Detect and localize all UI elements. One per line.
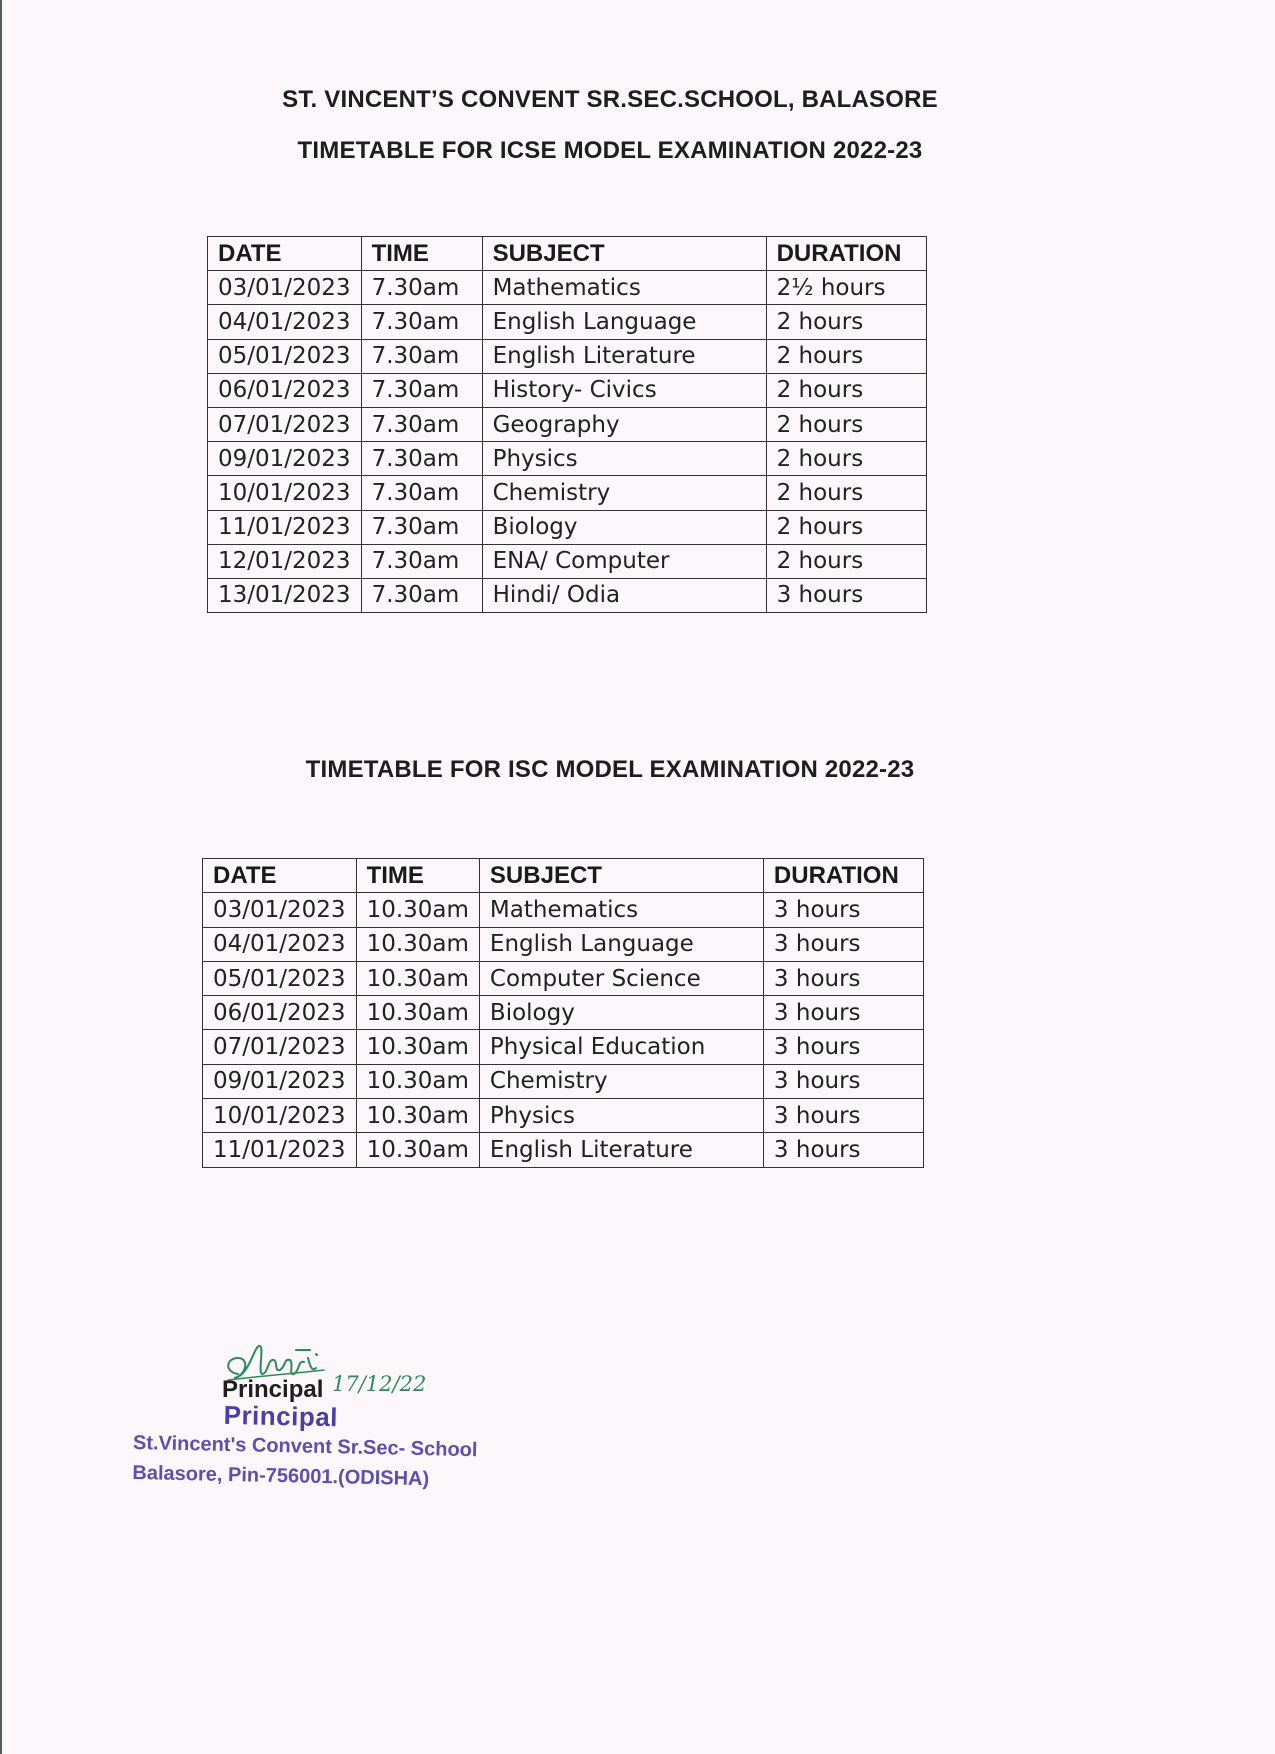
table-row — [203, 1064, 924, 1098]
table-row — [208, 373, 927, 407]
cell-duration: 3 hours — [763, 893, 923, 927]
cell-subject: Geography — [482, 407, 766, 441]
cell-duration: 3 hours — [763, 1099, 923, 1133]
cell-time: 7.30am — [361, 373, 482, 407]
cell-duration: 2 hours — [766, 544, 926, 578]
cell-duration: 3 hours — [763, 1133, 923, 1167]
cell-subject: Biology — [482, 510, 766, 544]
cell-subject: English Language — [479, 927, 763, 961]
cell-subject: English Literature — [479, 1133, 763, 1167]
cell-date: 05/01/2023 — [208, 339, 362, 373]
icse-title: TIMETABLE FOR ICSE MODEL EXAMINATION 2022-23 — [297, 137, 923, 164]
table-header-row — [203, 859, 924, 893]
table-row — [203, 1133, 924, 1167]
cell-date: 11/01/2023 — [203, 1133, 357, 1167]
table-row — [208, 578, 927, 612]
cell-time: 10.30am — [356, 996, 479, 1030]
cell-duration: 2 hours — [766, 305, 926, 339]
stamp-address-line: Balasore, Pin-756001.(ODISHA) — [132, 1461, 430, 1491]
cell-date: 04/01/2023 — [208, 305, 362, 339]
cell-duration: 2 hours — [766, 442, 926, 476]
table-row — [203, 961, 924, 995]
header-subject: SUBJECT — [482, 237, 766, 271]
cell-time: 7.30am — [361, 578, 482, 612]
cell-duration: 3 hours — [766, 578, 926, 612]
cell-subject: Mathematics — [479, 893, 763, 927]
cell-duration: 2 hours — [766, 373, 926, 407]
table-row — [208, 271, 927, 305]
header-duration: DURATION — [763, 859, 923, 893]
principal-stamp — [132, 1398, 478, 1495]
cell-time: 7.30am — [361, 271, 482, 305]
signature-date: 17/12/22 — [332, 1372, 427, 1396]
cell-date: 09/01/2023 — [208, 442, 362, 476]
icse-table-body — [208, 271, 927, 613]
cell-subject: Physics — [479, 1099, 763, 1133]
cell-time: 10.30am — [356, 961, 479, 995]
cell-duration: 3 hours — [763, 961, 923, 995]
table-row — [208, 407, 927, 441]
cell-duration: 2 hours — [766, 510, 926, 544]
cell-subject: Hindi/ Odia — [482, 578, 766, 612]
table-row — [208, 339, 927, 373]
cell-time: 10.30am — [356, 893, 479, 927]
table-row — [208, 476, 927, 510]
table-row — [203, 893, 924, 927]
scan-edge — [0, 0, 2, 1754]
cell-subject: English Literature — [482, 339, 766, 373]
cell-time: 7.30am — [361, 442, 482, 476]
principal-label: Principal — [222, 1376, 324, 1403]
cell-duration: 3 hours — [763, 996, 923, 1030]
table-row — [203, 1030, 924, 1064]
header-time: TIME — [356, 859, 479, 893]
cell-date: 04/01/2023 — [203, 927, 357, 961]
cell-duration: 3 hours — [763, 1030, 923, 1064]
cell-date: 11/01/2023 — [208, 510, 362, 544]
cell-time: 10.30am — [356, 1099, 479, 1133]
cell-time: 10.30am — [356, 1030, 479, 1064]
isc-title: TIMETABLE FOR ISC MODEL EXAMINATION 2022-23 — [305, 756, 915, 783]
cell-date: 10/01/2023 — [208, 476, 362, 510]
cell-time: 7.30am — [361, 544, 482, 578]
cell-duration: 2 hours — [766, 407, 926, 441]
cell-subject: Physical Education — [479, 1030, 763, 1064]
cell-date: 03/01/2023 — [203, 893, 357, 927]
cell-subject: Computer Science — [479, 961, 763, 995]
cell-date: 10/01/2023 — [203, 1099, 357, 1133]
cell-subject: Chemistry — [482, 476, 766, 510]
table-row — [203, 996, 924, 1030]
isc-table-body — [203, 893, 924, 1167]
cell-date: 13/01/2023 — [208, 578, 362, 612]
cell-date: 07/01/2023 — [208, 407, 362, 441]
cell-subject: Physics — [482, 442, 766, 476]
cell-subject: History- Civics — [482, 373, 766, 407]
cell-date: 06/01/2023 — [208, 373, 362, 407]
cell-subject: English Language — [482, 305, 766, 339]
cell-subject: Biology — [479, 996, 763, 1030]
header-subject: SUBJECT — [479, 859, 763, 893]
cell-subject: Mathematics — [482, 271, 766, 305]
stamp-title: Principal — [223, 1399, 339, 1433]
table-row — [208, 442, 927, 476]
header-duration: DURATION — [766, 237, 926, 271]
table-row — [203, 927, 924, 961]
cell-time: 7.30am — [361, 476, 482, 510]
icse-timetable — [207, 236, 927, 613]
cell-time: 10.30am — [356, 1064, 479, 1098]
header-date: DATE — [203, 859, 357, 893]
cell-date: 09/01/2023 — [203, 1064, 357, 1098]
school-name: ST. VINCENT’S CONVENT SR.SEC.SCHOOL, BALASORE — [282, 86, 938, 113]
table-row — [208, 510, 927, 544]
cell-time: 7.30am — [361, 305, 482, 339]
cell-duration: 3 hours — [763, 1064, 923, 1098]
cell-date: 12/01/2023 — [208, 544, 362, 578]
cell-duration: 3 hours — [763, 927, 923, 961]
cell-time: 7.30am — [361, 339, 482, 373]
cell-date: 03/01/2023 — [208, 271, 362, 305]
table-header-row — [208, 237, 927, 271]
stamp-school-line: St.Vincent's Convent Sr.Sec- School — [132, 1431, 478, 1462]
table-row — [208, 305, 927, 339]
table-row — [203, 1099, 924, 1133]
header-time: TIME — [361, 237, 482, 271]
cell-time: 7.30am — [361, 407, 482, 441]
cell-subject: Chemistry — [479, 1064, 763, 1098]
table-row — [208, 544, 927, 578]
cell-time: 10.30am — [356, 1133, 479, 1167]
cell-time: 7.30am — [361, 510, 482, 544]
header-date: DATE — [208, 237, 362, 271]
cell-date: 07/01/2023 — [203, 1030, 357, 1064]
isc-timetable — [202, 858, 924, 1168]
cell-time: 10.30am — [356, 927, 479, 961]
cell-subject: ENA/ Computer — [482, 544, 766, 578]
cell-date: 05/01/2023 — [203, 961, 357, 995]
cell-duration: 2½ hours — [766, 271, 926, 305]
cell-date: 06/01/2023 — [203, 996, 357, 1030]
cell-duration: 2 hours — [766, 476, 926, 510]
cell-duration: 2 hours — [766, 339, 926, 373]
